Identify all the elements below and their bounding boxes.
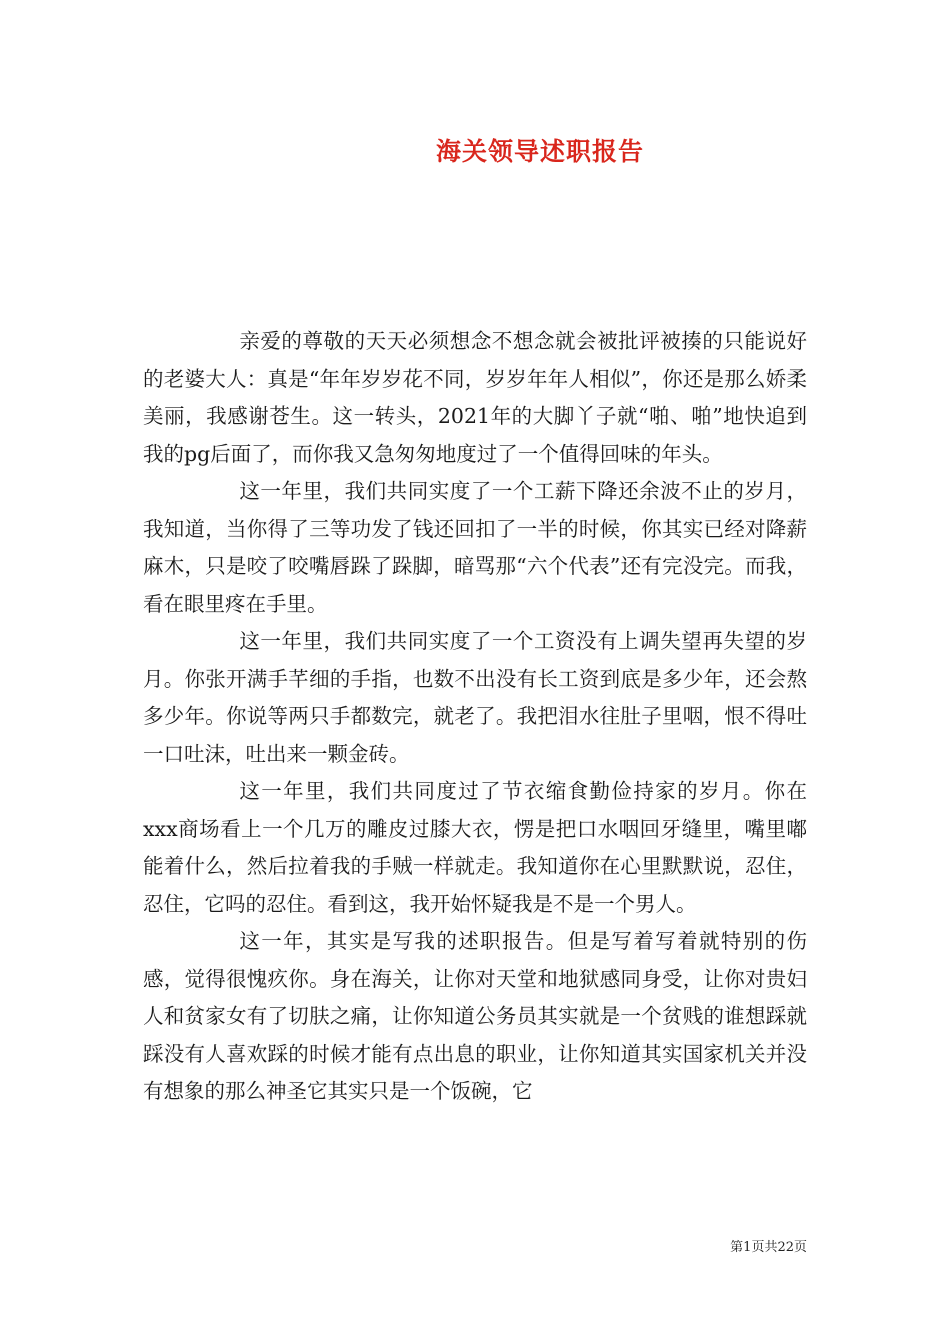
document-title: 海关领导述职报告 bbox=[435, 137, 644, 166]
document-body bbox=[143, 323, 807, 1111]
paragraph-5: 这一年，其实是写我的述职报告。但是写着写着就特别的伤感，觉得很愧疚你。身在海关，让你对天堂和地狱感同身受，让你对贵妇人和贫家女有了切肤之痛，让你知道公务员其实就是一个贫贱的谁想踩就踩没有人喜欢踩的时候才能有点出息的职业，让你知道其实国家机关并没有想象的那么神圣它其实只是一个饭碗，它 bbox=[143, 929, 807, 1103]
paragraph-3: 这一年里，我们共同实度了一个工资没有上调失望再失望的岁月。你张开满手芊细的手指，也数不出没有长工资到底是多少年，还会熬多少年。你说等两只手都数完，就老了。我把泪水往肚子里咽，恨不得吐一口吐沫，吐出来一颗金砖。 bbox=[143, 629, 807, 766]
paragraph-1: 亲爱的尊敬的天天必须想念不想念就会被批评被揍的只能说好的老婆大人：真是“年年岁岁花不同，岁岁年年人相似”，你还是那么娇柔美丽，我感谢苍生。这一转头，2021年的大脚丫子就“啪、啪”地快追到我的pg后面了，而你我又急匆匆地度过了一个值得回味的年头。 bbox=[143, 329, 807, 466]
page-number-footer: 第1页共22页 bbox=[730, 1240, 807, 1255]
paragraph-4: 这一年里，我们共同度过了节衣缩食勤俭持家的岁月。你在xxx商场看上一个几万的雕皮过膝大衣，愣是把口水咽回牙缝里，嘴里嘟能着什么，然后拉着我的手贼一样就走。我知道你在心里默默说，忍住，忍住，它吗的忍住。看到这，我开始怀疑我是不是一个男人。 bbox=[143, 779, 807, 916]
paragraph-2: 这一年里，我们共同实度了一个工薪下降还余波不止的岁月，我知道，当你得了三等功发了钱还回扣了一半的时候，你其实已经对降薪麻木，只是咬了咬嘴唇跺了跺脚，暗骂那“六个代表”还有完没完。而我，看在眼里疼在手里。 bbox=[143, 479, 807, 616]
